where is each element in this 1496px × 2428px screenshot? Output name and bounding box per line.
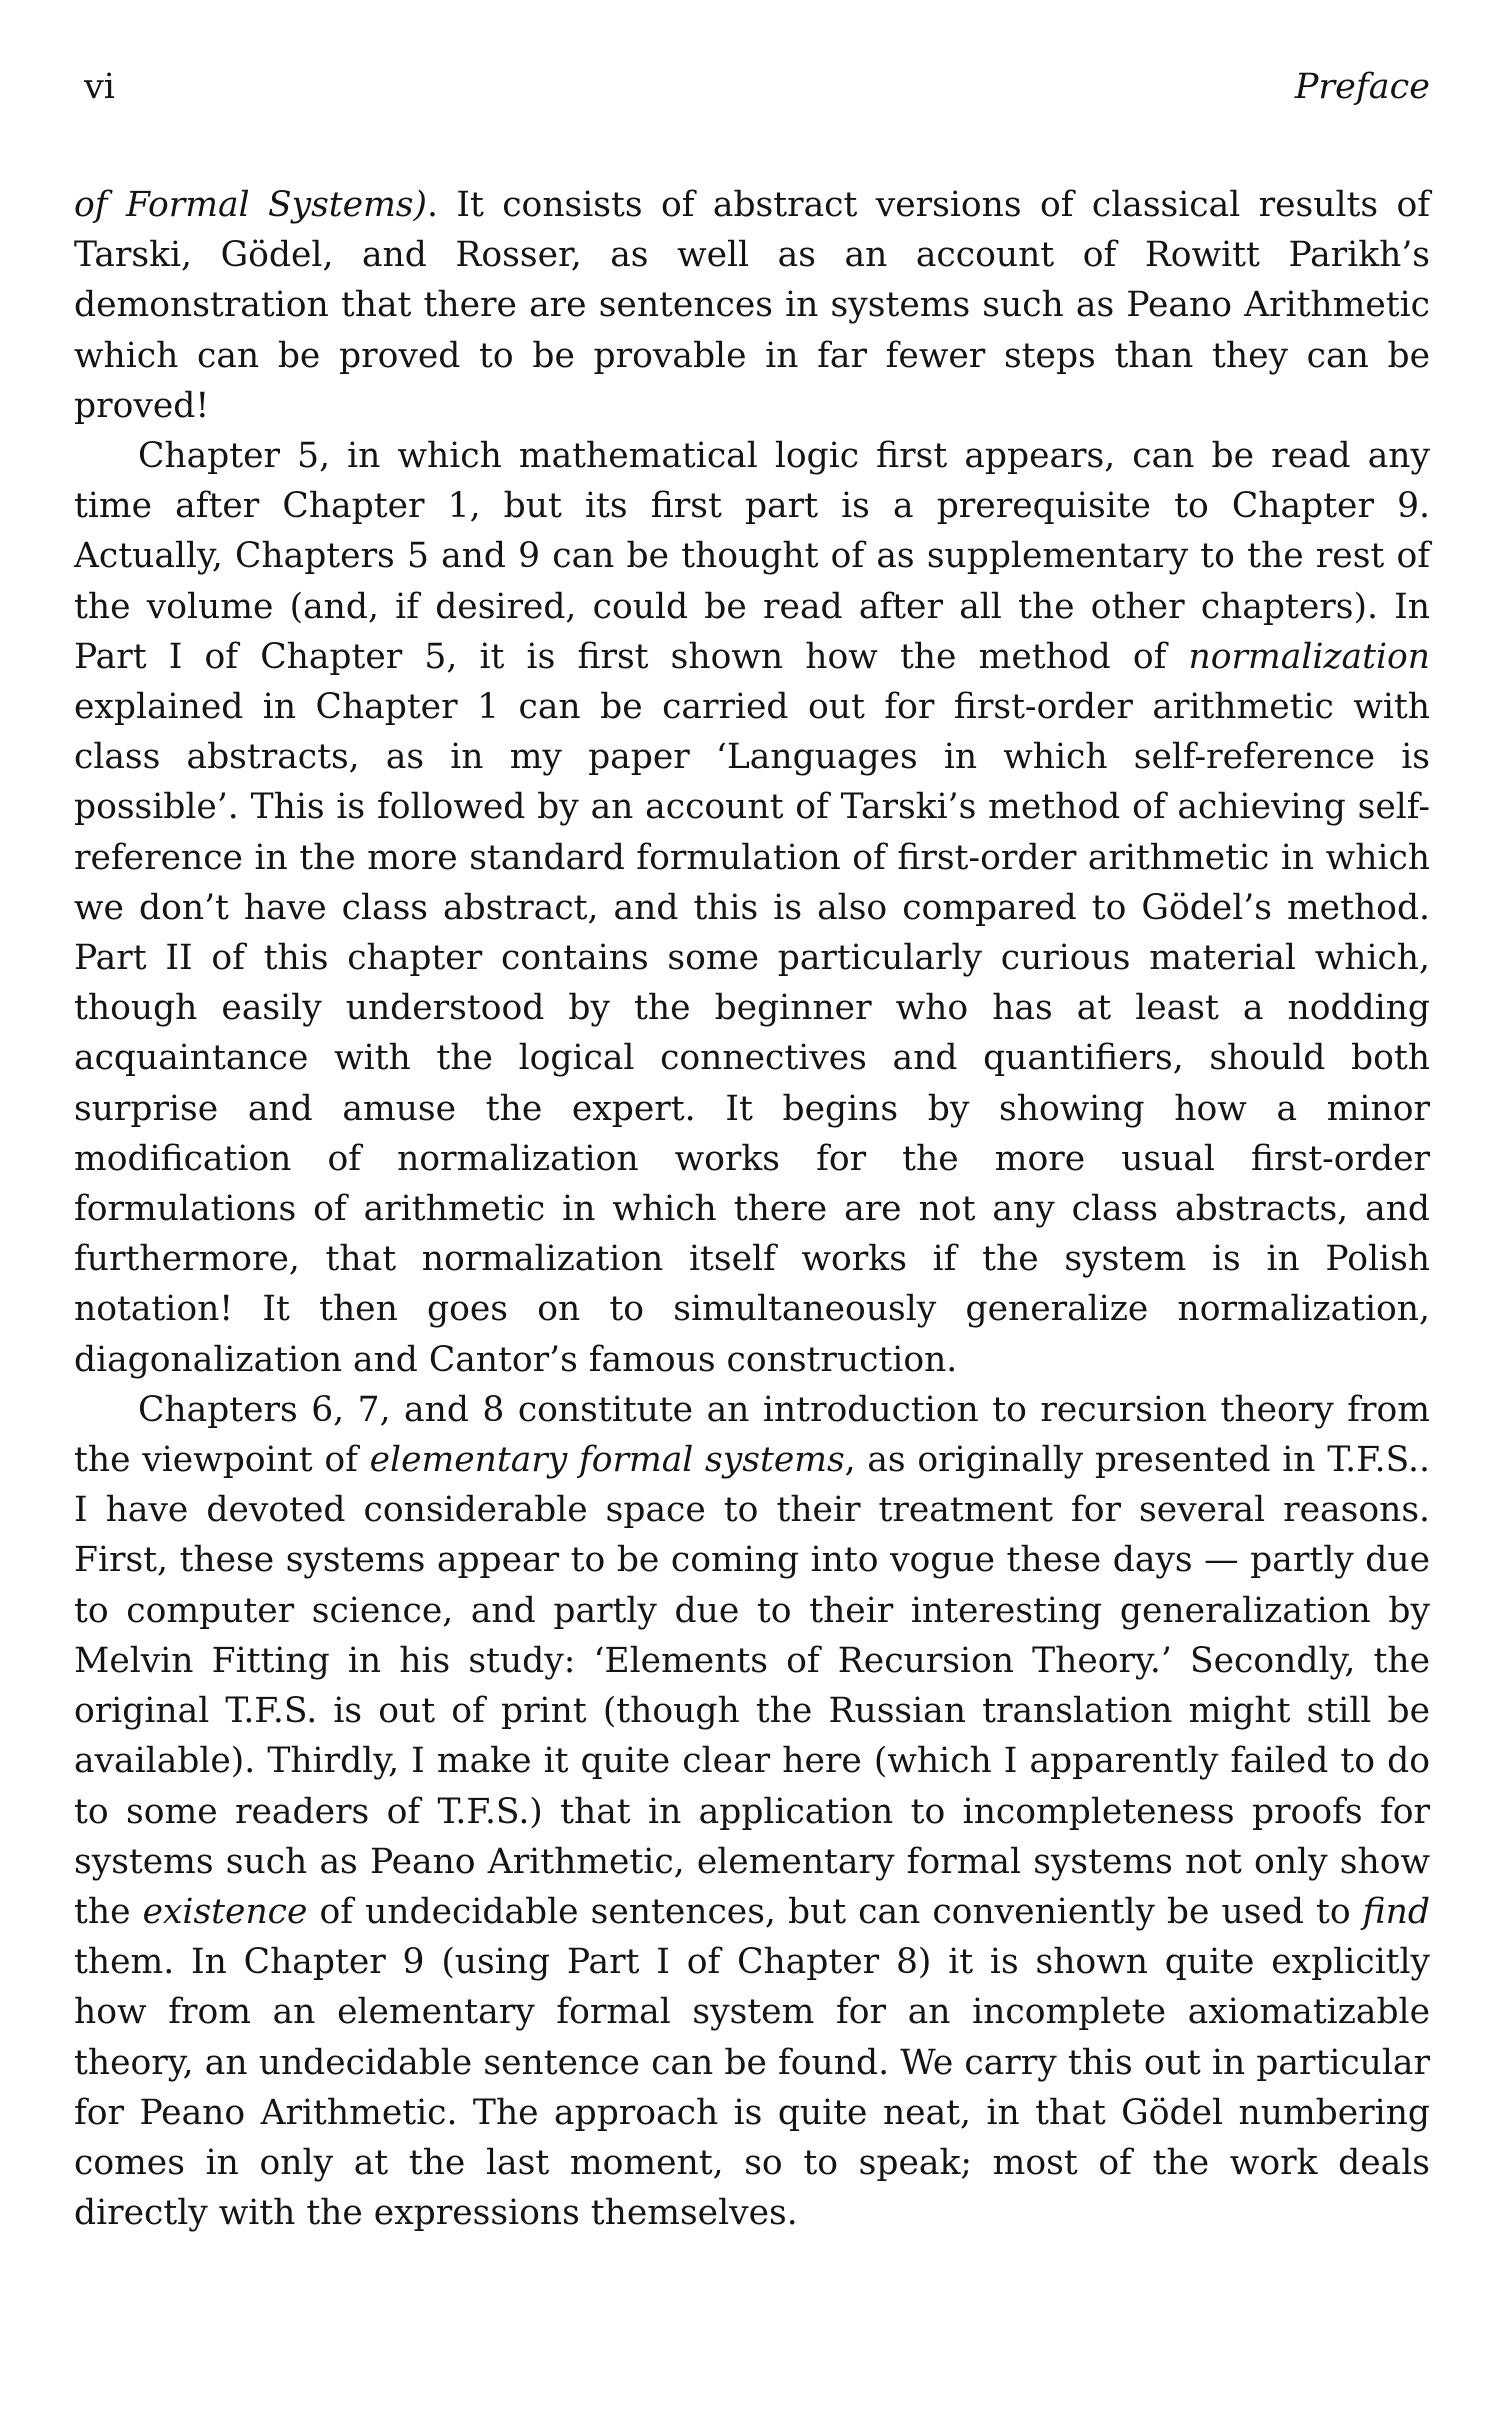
running-head [74,62,1430,112]
running-title: Preface [1294,67,1430,107]
text-segment: elementary formal systems [369,1440,845,1481]
text-segment: existence [142,1891,308,1932]
text-segment: of Formal Systems) [74,185,427,225]
page-number: vi [84,67,115,107]
text-segment: find [1362,1891,1430,1932]
text-segment: . It consists of abstract versions of classical results of Tarski, Gödel, and Rosser, as well as an account of Rowitt Parikh’s demonstration that there are sentences in systems such as Peano Arithmetic which can be proved to be provable in far fewer steps than they can be proved! [74,185,1431,426]
paragraph-chapters-6-7-8 [74,1385,1430,2238]
paragraph-chapter-5 [74,431,1430,1385]
body-text [74,180,1430,2238]
paragraph-continuation [74,180,1430,431]
text-segment: explained in Chapter 1 can be carried out for first-order arithmetic with class abstracts, as in my paper ‘Languages in which self-reference is possible’. This is followed by an account of Tarski’s method of achieving self-reference in the more standard formulation of first-order arithmetic in which we don’t have class abstract, and this is also compared to Gödel’s method. Part II of this chapter contains some particularly curious material which, though easily understood by the beginner who has at least a nodding acquaintance with the logical connectives and quantifiers, should both surprise and amuse the expert. It begins by showing how a minor modification of normalization works for the more usual first-order formulations of arithmetic in which there are not any class abstracts, and furthermore, that normalization itself works if the system is in Polish notation! It then goes on to simultaneously generalize normalization, diagonalization and Cantor’s famous construction. [74,687,1430,1380]
text-segment: Chapters 6, 7, and 8 constitute an introduction to recursion theory from the viewpoint of [74,1389,1430,1481]
book-page [74,0,1430,2428]
text-segment: them. In Chapter 9 (using Part I of Chapter 8) it is shown quite explicitly how from an elementary formal system for an incomplete axiomatizable theory, an undecidable sentence can be found. We carry this out in particular for Peano Arithmetic. The approach is quite neat, in that Gödel numbering comes in only at the last moment, so to speak; most of the work deals directly with the expressions themselves. [74,1942,1430,2234]
text-segment: normalization [1188,636,1430,677]
text-segment: of undecidable sentences, but can conveniently be used to [307,1891,1363,1932]
text-segment: Chapter 5, in which mathematical logic first appears, can be read any time after Chapter 1, but its first part is a prerequisite to Chapter 9. Actually, Chapters 5 and 9 can be thought of as supplementary to the rest of the volume (and, if desired, could be read after all the other chapters). In Part I of Chapter 5, it is first shown how the method of [74,436,1430,677]
text-segment: , as originally presented in T.F.S.. I have devoted considerable space to their treatment for several reasons. First, these systems appear to be coming into vogue these days — partly due to computer science, and partly due to their interesting generalization by Melvin Fitting in his study: ‘Elements of Recursion Theory.’ Secondly, the original T.F.S. is out of print (though the Russian translation might still be available). Thirdly, I make it quite clear here (which I apparently failed to do to some readers of T.F.S.) that in application to incompleteness proofs for systems such as Peano Arithmetic, elementary formal systems not only show the [74,1440,1430,1932]
